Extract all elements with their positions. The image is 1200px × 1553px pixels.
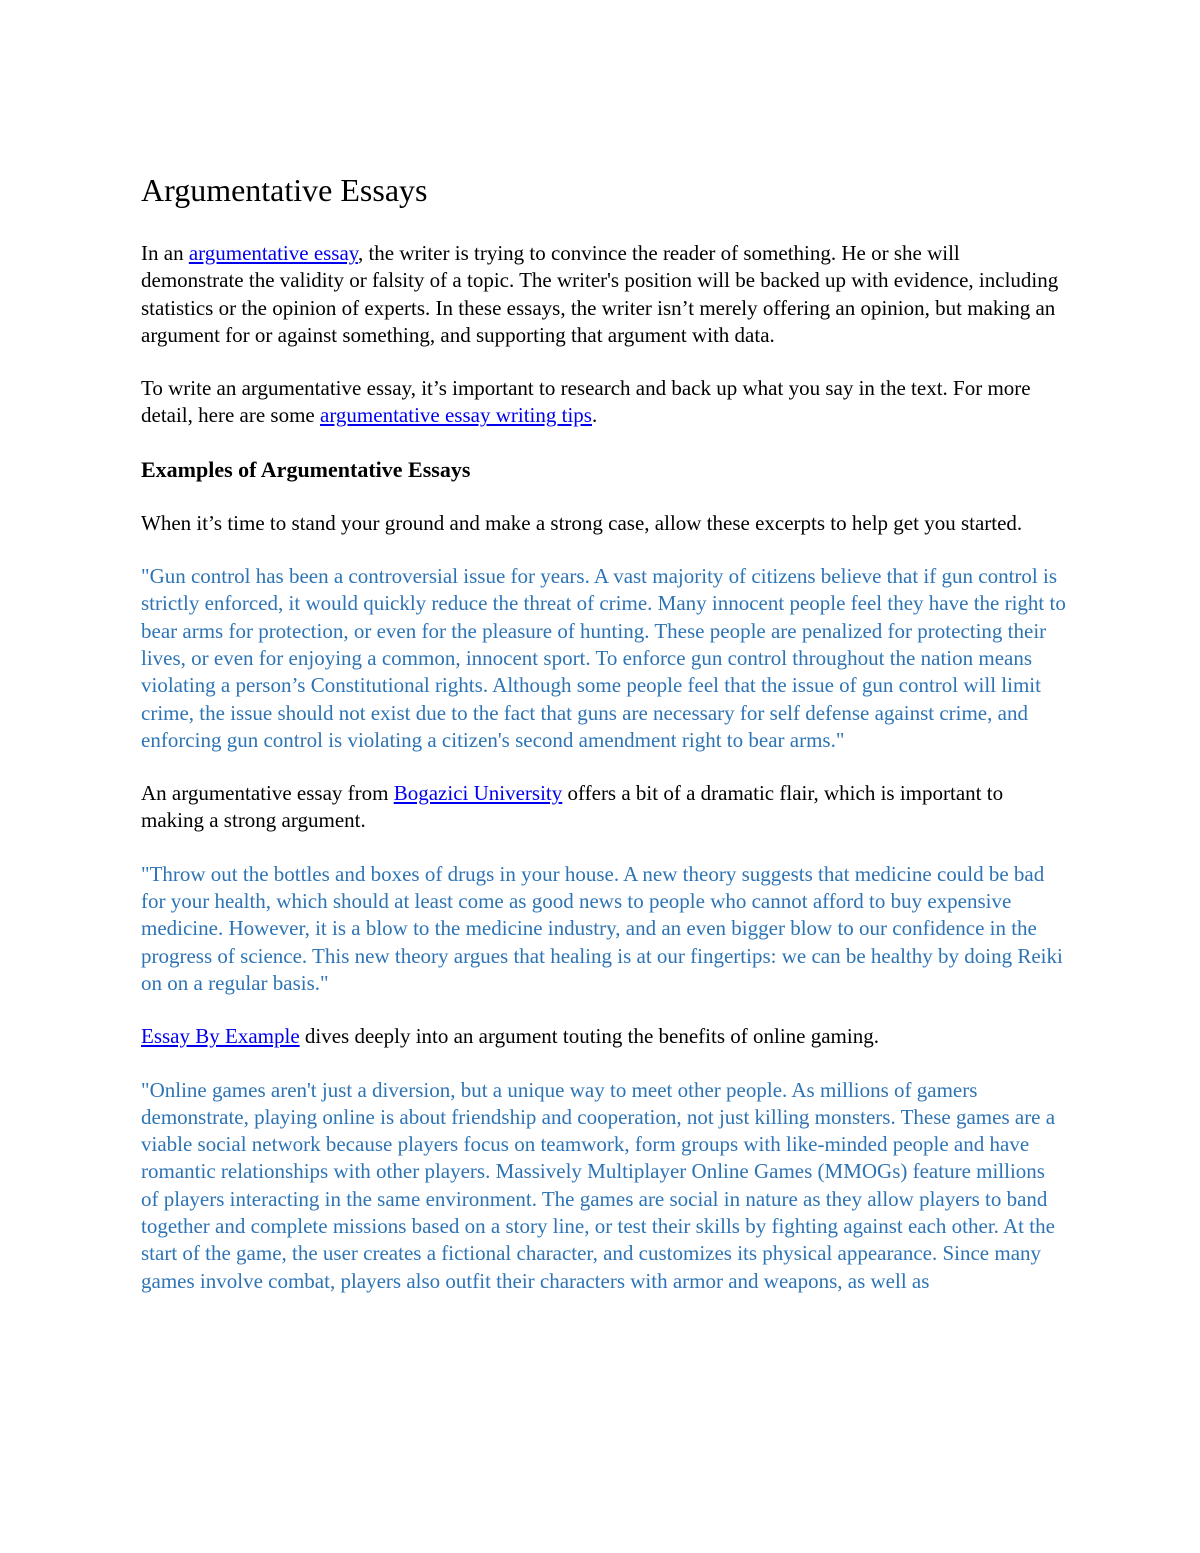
essay-by-example-link[interactable]: Essay By Example [141,1024,300,1049]
essay-by-example-paragraph [141,1023,1066,1050]
document-page [141,170,1066,1321]
bogazici-text-start: An argumentative essay from [141,781,394,806]
online-games-quote: "Online games aren't just a diversion, but a unique way to meet other people. As millions of gamers demonstrate, playing online is about friendship and cooperation, not just killing monsters. These games are a viable social network because players focus on teamwork, form groups with like-minded people and have romantic relationships with other players. Massively Multiplayer Online Games (MMOGs) feature millions of players interacting in the same environment. The games are social in nature as they allow players to band together and complete missions based on a story line, or test their skills by fighting against each other. At the start of the game, the user creates a fictional character, and customizes its physical appearance. Since many games involve combat, players also outfit their characters with armor and weapons, as well as [141,1077,1056,1293]
intro-text-start: In an [141,241,189,265]
examples-heading: Examples of Argumentative Essays [141,456,471,482]
medicine-quote: "Throw out the bottles and boxes of drugs in your house. A new theory suggests that medicine could be bad for your health, which should at least come as good news to people who cannot afford to buy expensive medicine. However, it is a blow to the medicine industry, and an even bigger blow to our confidence in the progress of science. This new theory argues that healing is at our fingertips: we can be healthy by doing Reiki on on a regular basis." [141,861,1063,995]
essay-by-example-text: dives deeply into an argument touting the benefits of online gaming. [299,1024,879,1049]
bogazici-university-link[interactable]: Bogazici University [393,781,563,806]
tips-text-end: . [591,403,598,428]
argumentative-essay-link[interactable]: argumentative essay [188,241,358,265]
tips-text-start: To write an argumentative essay, it’s important to research and back up what you say in the text. For more detail, here are some [141,376,1031,428]
writing-tips-link[interactable]: argumentative essay writing tips [320,403,592,428]
bogazici-paragraph [141,780,1066,835]
gun-control-quote: "Gun control has been a controversial issue for years. A vast majority of citizens believe that if gun control is strictly enforced, it would quickly reduce the threat of crime. Many innocent people feel they have the right to bear arms for protection, or even for the pleasure of hunting. These people are penalized for protecting their lives, or even for enjoying a common, innocent sport. To enforce gun control throughout the nation means violating a person’s Constitutional rights. Although some people feel that the issue of gun control will limit crime, the issue should not exist due to the fact that guns are necessary for self defense against crime, and enforcing gun control is violating a citizen's second amendment right to bear arms." [141,564,1066,752]
intro-text-end: , the writer is trying to convince the reader of something. He or she will demonstrate the validity or falsity of a topic. The writer's position will be backed up with evidence, including statistics or the opinion of experts. In these essays, the writer isn’t merely offering an opinion, but making an argument for or against something, and supporting that argument with data. [141,241,1059,347]
page-title: Argumentative Essays [141,172,428,208]
intro-paragraph [141,240,1066,349]
examples-intro-paragraph: When it’s time to stand your ground and make a strong case, allow these excerpts to help get you started. [141,510,1023,535]
tips-paragraph [141,375,1066,430]
bogazici-text-end: offers a bit of a dramatic flair, which is important to making a strong argument. [141,781,1004,833]
